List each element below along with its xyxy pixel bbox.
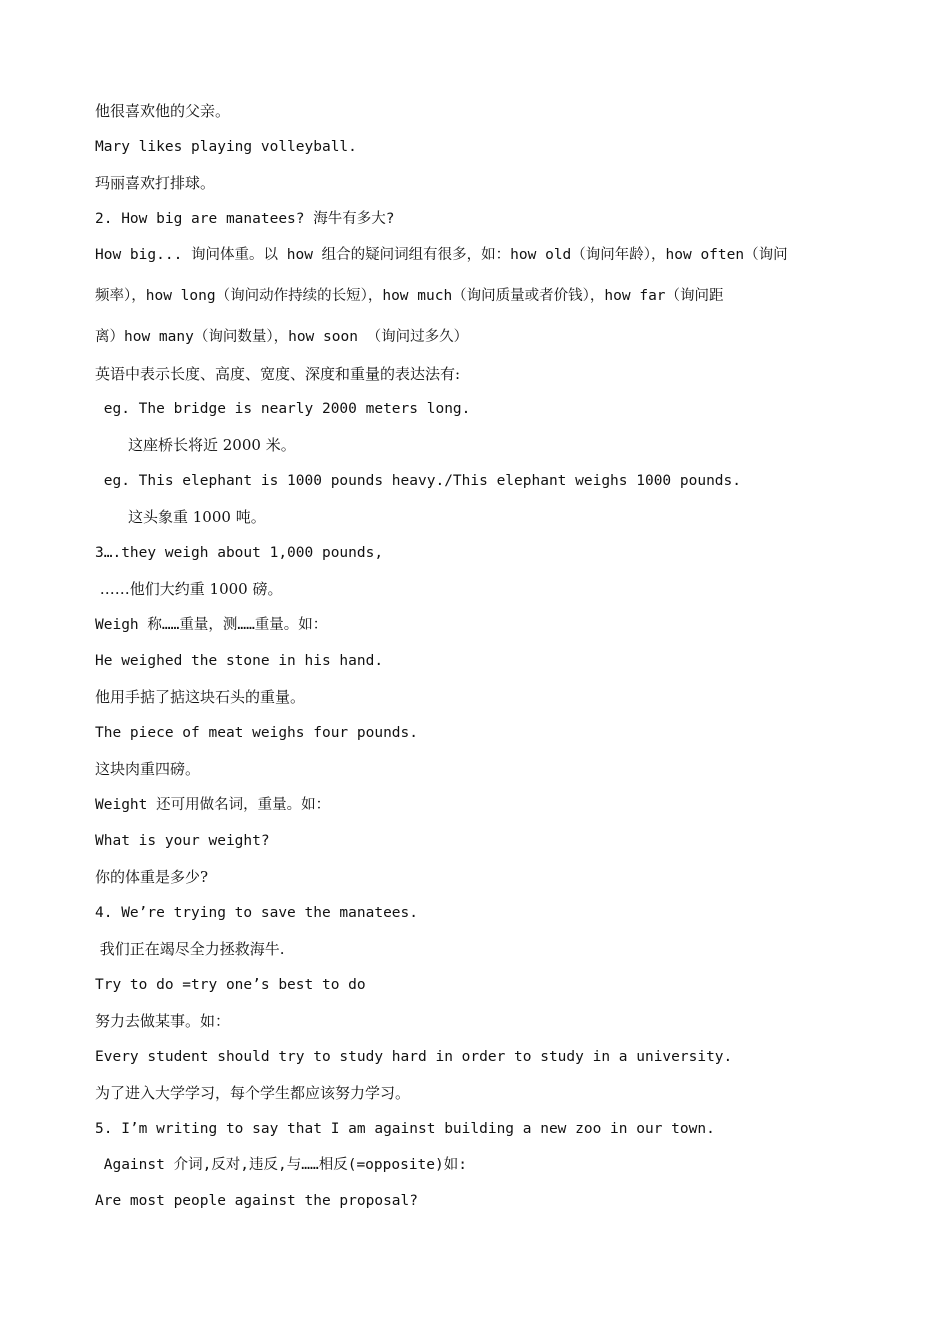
text-line: eg. This elephant is 1000 pounds heavy./This elephant weighs 1000 pounds. <box>95 473 742 489</box>
text-line: 5. I’m writing to say that I am against building a new zoo in our town. <box>95 1121 715 1137</box>
text-line: Try to do =try one’s best to do <box>95 977 366 993</box>
text-line: 玛丽喜欢打排球。 <box>95 174 216 192</box>
text-line: ……他们大约重 1000 磅。 <box>95 580 283 598</box>
text-line: 3….they weigh about 1,000 pounds, <box>95 545 384 561</box>
text-line: Weigh 称……重量，测……重量。如： <box>95 617 328 633</box>
text-line: Against 介词,反对,违反,与……相反(=opposite)如: <box>95 1157 467 1173</box>
text-line: What is your weight? <box>95 833 270 849</box>
text-line: 你的体重是多少? <box>95 868 209 886</box>
text-line: 4. We’re trying to save the manatees. <box>95 905 419 921</box>
text-line: 这头象重 1000 吨。 <box>128 508 266 526</box>
text-line: 努力去做某事。如： <box>95 1012 231 1030</box>
text-line: 频率），how long（询问动作持续的长短），how much（询问质量或者价钱），how far（询问距 <box>95 288 724 304</box>
text-line: 离）how many（询问数量），how soon （询问过多久） <box>95 329 469 345</box>
text-line: 这块肉重四磅。 <box>95 760 201 778</box>
text-line: 为了进入大学学习，每个学生都应该努力学习。 <box>95 1084 411 1102</box>
text-line: 他很喜欢他的父亲。 <box>95 102 231 120</box>
text-line: eg. The bridge is nearly 2000 meters long. <box>95 401 471 417</box>
text-line: 2. How big are manatees? 海牛有多大? <box>95 211 395 227</box>
text-line: How big... 询问体重。以 how 组合的疑问词组有很多，如：how old（询问年龄），how often（询问 <box>95 247 788 263</box>
text-line: Are most people against the proposal? <box>95 1193 419 1209</box>
text-line: 我们正在竭尽全力拯救海牛. <box>95 940 285 958</box>
text-line: Weight 还可用做名词，重量。如： <box>95 797 331 813</box>
text-line: 这座桥长将近 2000 米。 <box>128 436 296 454</box>
text-line: 英语中表示长度、高度、宽度、深度和重量的表达法有: <box>95 365 461 383</box>
text-line: Every student should try to study hard in order to study in a university. <box>95 1049 733 1065</box>
text-line: The piece of meat weighs four pounds. <box>95 725 419 741</box>
text-line: 他用手掂了掂这块石头的重量。 <box>95 688 306 706</box>
text-line: He weighed the stone in his hand. <box>95 653 384 669</box>
text-line: Mary likes playing volleyball. <box>95 139 357 155</box>
